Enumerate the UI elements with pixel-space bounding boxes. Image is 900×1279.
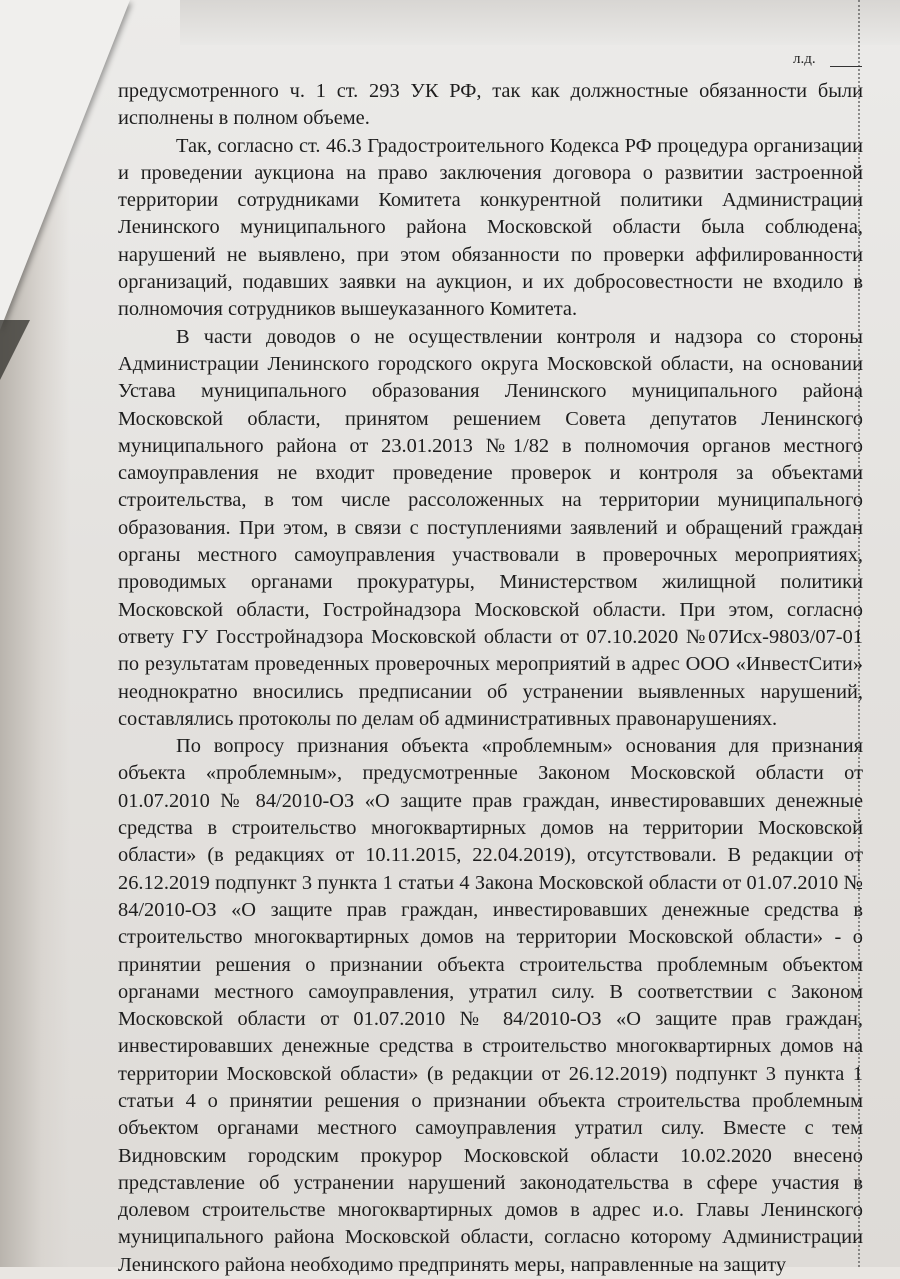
dark-edge [0,320,30,380]
paragraph-3: В части доводов о не осуществлении контроля и надзора со стороны Администрации Ленинского городского округа Московской области, на основании Устава муниципального образования Ленинского муниципального района Московской области, принятом решением Совета депутатов Ленинского муниципального района от 23.01.2013 №1/82 в полномочия органов местного самоуправления не входит проведение проверок и контроля за объектами строительства, в том числе рассоложенных на территории муниципального образования. При этом, в связи с поступлениями заявлений и обращений граждан органы местного самоуправления участвовали в проверочных мероприятиях, проводимых органами прокуратуры, Министерством жилищной политики Московской области, Гостройнадзора Московской области. При этом, согласно ответу ГУ Госстройнадзора Московской области от 07.10.2020 №07Исх-9803/07-01 по результатам проведенных проверочных мероприятий в адрес ООО «ИнвестСити» неоднократно вносились предписании об устранении выявленных нарушений, составлялись протоколы по делам об административных правонарушениях. [118,325,863,730]
page-number-label: л.д. [793,51,816,67]
paragraph-4: По вопросу признания объекта «проблемным» основания для признания объекта «проблемным», предусмотренные Законом Московской области от 01.07.2010 № 84/2010-ОЗ «О защите прав граждан, инвестировавших денежные средства в строительство многоквартирных домов на территории Московской области» (в редакциях от 10.11.2015, 22.04.2019), отсутствовали. В редакции от 26.12.2019 подпункт 3 пункта 1 статьи 4 Закона Московской области от 01.07.2010 № 84/2010-ОЗ «О защите прав граждан, инвестировавших денежные средства в строительство многоквартирных домов на территории Московской области» - о принятии решения о признании объекта строительства проблемным объектом органами местного самоуправления, утратил силу. В соответствии с Законом Московской области от 01.07.2010 № 84/2010-ОЗ «О защите прав граждан, инвестировавших денежные средства в строительство многоквартирных домов на территории Московской области» (в редакции от 26.12.2019) подпункт 3 пункта 1 статьи 4 о принятии решения о признании объекта строительства проблемным объектом органами местного самоуправления утратил силу. Вместе с тем Видновским городским прокурор Московской области 10.02.2020 внесено представление об устранении нарушений законодательства в сфере участия в долевом строительстве многоквартирных домов в адрес и.о. Главы Ленинского муниципального района Московской области, согласно которому Администрации Ленинского района необходимо предпринять меры, направленные на защиту [118,735,863,1276]
paragraph-2: Так, согласно ст. 46.3 Градостроительного Кодекса РФ процедура организации и проведении аукциона на право заключения договора о развитии застроенной территории сотрудниками Комитета конкурентной политики Администрации Ленинского муниципального района Московской области была соблюдена, нарушений не выявлено, при этом обязанности по проверки аффилированности организаций, подавших заявки на аукцион, и их добросовестности не входило в полномочия сотрудников вышеуказанного Комитета. [118,134,863,321]
folded-corner [0,0,130,330]
page-number-blank [830,66,862,67]
scan-shadow-top [180,0,900,45]
document-body [118,78,863,1276]
paragraph-1: предусмотренного ч. 1 ст. 293 УК РФ, так как должностные обязанности были исполнены в полном объеме. [118,80,863,130]
